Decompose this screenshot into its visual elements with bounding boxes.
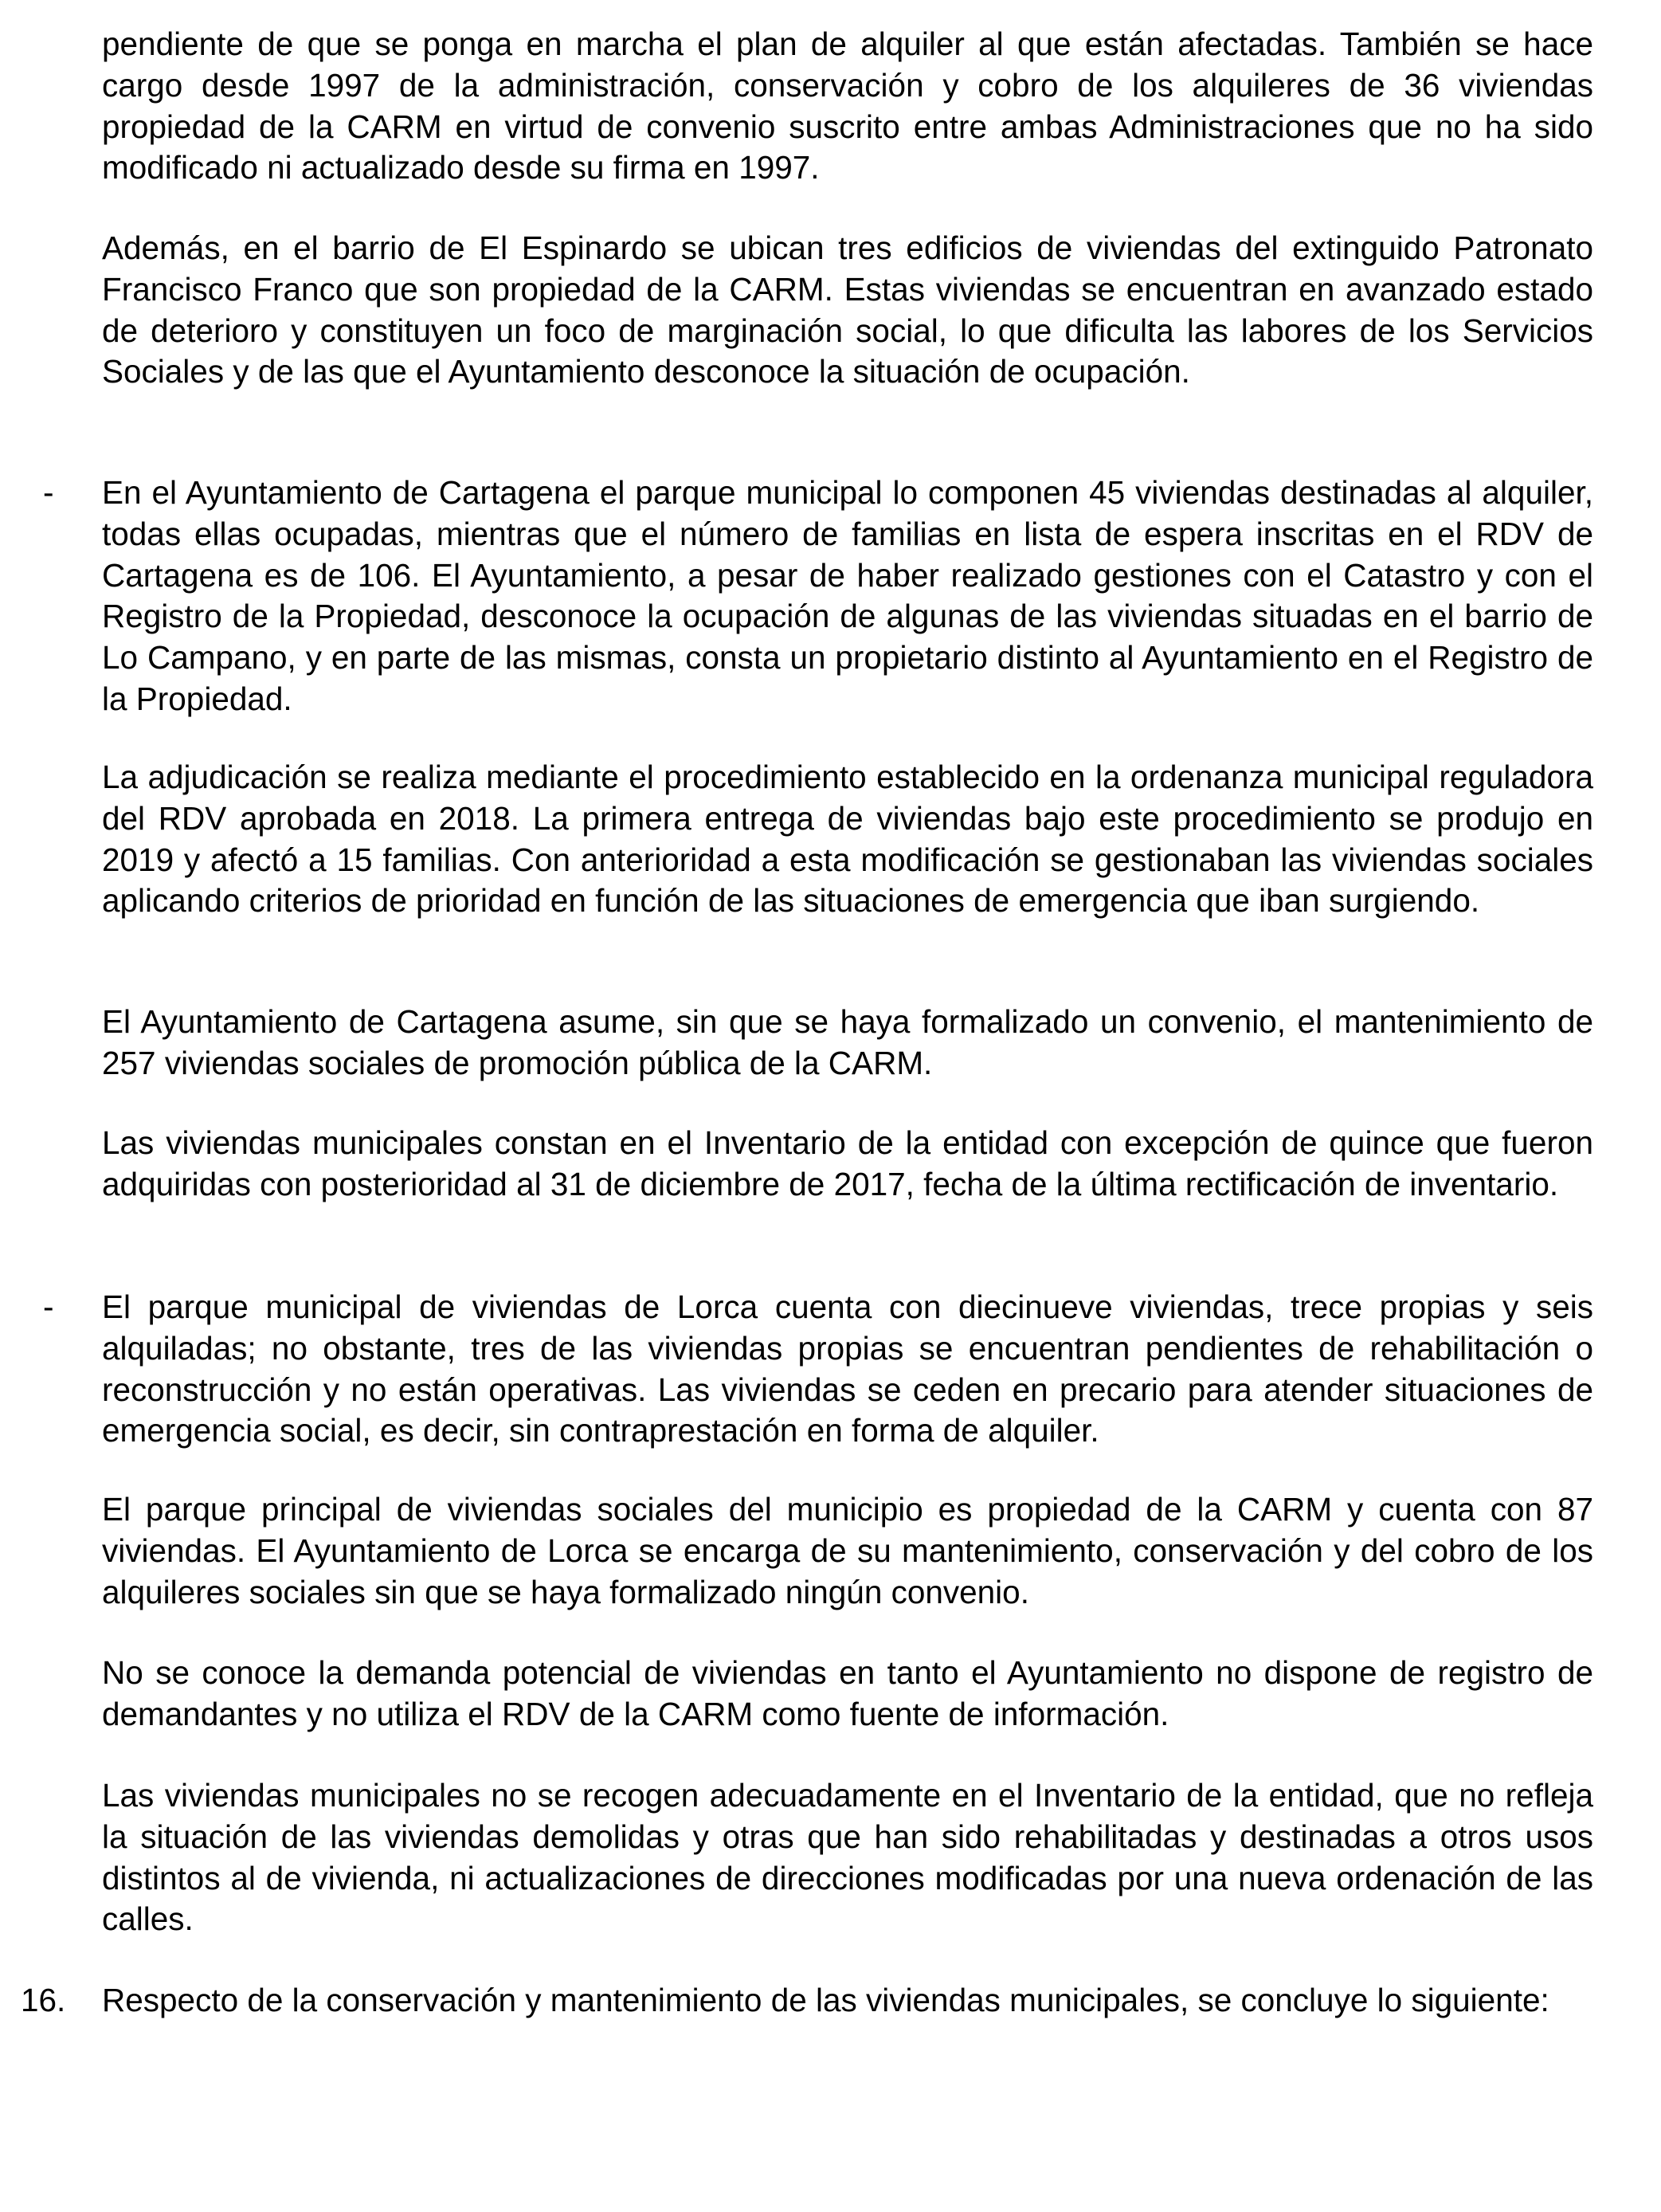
dash-bullet-lorca: - xyxy=(43,1288,54,1325)
paragraph-lorca-carm: El parque principal de viviendas sociales del municipio es propiedad de la CARM y cuenta con 87 viviendas. El Ayuntamiento de Lorca se encarga de su mantenimiento, conservación y del cobro de los alquileres sociales sin que se haya formalizado ningún convenio. xyxy=(102,1491,1593,1610)
dash-bullet-cartagena: - xyxy=(43,474,54,511)
paragraph-lorca-inventario: Las viviendas municipales no se recogen adecuadamente en el Inventario de la entidad, que no refleja la situación de las viviendas demolidas y otras que han sido rehabilitadas y destinadas a otros usos distintos al de vivienda, ni actualizaciones de direcciones modificadas por una nueva ordenación de las calles. xyxy=(102,1777,1593,1938)
paragraph-cartagena-mantenimiento: El Ayuntamiento de Cartagena asume, sin que se haya formalizado un convenio, el mantenimiento de 257 viviendas sociales de promoción pública de la CARM. xyxy=(102,1003,1593,1081)
paragraph-lorca-parque: El parque municipal de viviendas de Lorca cuenta con diecinueve viviendas, trece propias y seis alquiladas; no obstante, tres de las viviendas propias se encuentran pendientes de rehabilitación o reconstrucción y no están operativas. Las viviendas se ceden en precario para atender situaciones de emergencia social, es decir, sin contraprestación en forma de alquiler. xyxy=(102,1288,1593,1449)
paragraph-cartagena-inventario: Las viviendas municipales constan en el Inventario de la entidad con excepción de quince que fueron adquiridas con posterioridad al 31 de diciembre de 2017, fecha de la última rectificación de inventario. xyxy=(102,1124,1593,1202)
paragraph-murcia-continuation: pendiente de que se ponga en marcha el plan de alquiler al que están afectadas. También se hace cargo desde 1997 de la administración, conservación y cobro de los alquileres de 36 viviendas propiedad de la CARM en virtud de convenio suscrito entre ambas Administraciones que no ha sido modificado ni actualizado desde su firma en 1997. xyxy=(102,25,1593,186)
paragraph-el-espinardo: Además, en el barrio de El Espinardo se ubican tres edificios de viviendas del extinguido Patronato Francisco Franco que son propiedad de la CARM. Estas viviendas se encuentran en avanzado estado de deterioro y constituyen un foco de marginación social, lo que dificulta las labores de los Servicios Sociales y de las que el Ayuntamiento desconoce la situación de ocupación. xyxy=(102,229,1593,390)
paragraph-lorca-demanda: No se conoce la demanda potencial de viviendas en tanto el Ayuntamiento no dispone de registro de demandantes y no utiliza el RDV de la CARM como fuente de información. xyxy=(102,1654,1593,1732)
paragraph-conservacion: Respecto de la conservación y mantenimiento de las viviendas municipales, se concluye lo siguiente: xyxy=(102,1982,1549,2018)
item-number-16: 16. xyxy=(21,1982,66,2018)
paragraph-cartagena-adjudicacion: La adjudicación se realiza mediante el procedimiento establecido en la ordenanza municipal reguladora del RDV aprobada en 2018. La primera entrega de viviendas bajo este procedimiento se produjo en 2019 y afectó a 15 familias. Con anterioridad a esta modificación se gestionaban las viviendas sociales aplicando criterios de prioridad en función de las situaciones de emergencia que iban surgiendo. xyxy=(102,759,1593,920)
paragraph-cartagena-parque: En el Ayuntamiento de Cartagena el parque municipal lo componen 45 viviendas destinadas al alquiler, todas ellas ocupadas, mientras que el número de familias en lista de espera inscritas en el RDV de Cartagena es de 106. El Ayuntamiento, a pesar de haber realizado gestiones con el Catastro y con el Registro de la Propiedad, desconoce la ocupación de algunas de las viviendas situadas en el barrio de Lo Campano, y en parte de las mismas, consta un propietario distinto al Ayuntamiento en el Registro de la Propiedad. xyxy=(102,474,1593,717)
